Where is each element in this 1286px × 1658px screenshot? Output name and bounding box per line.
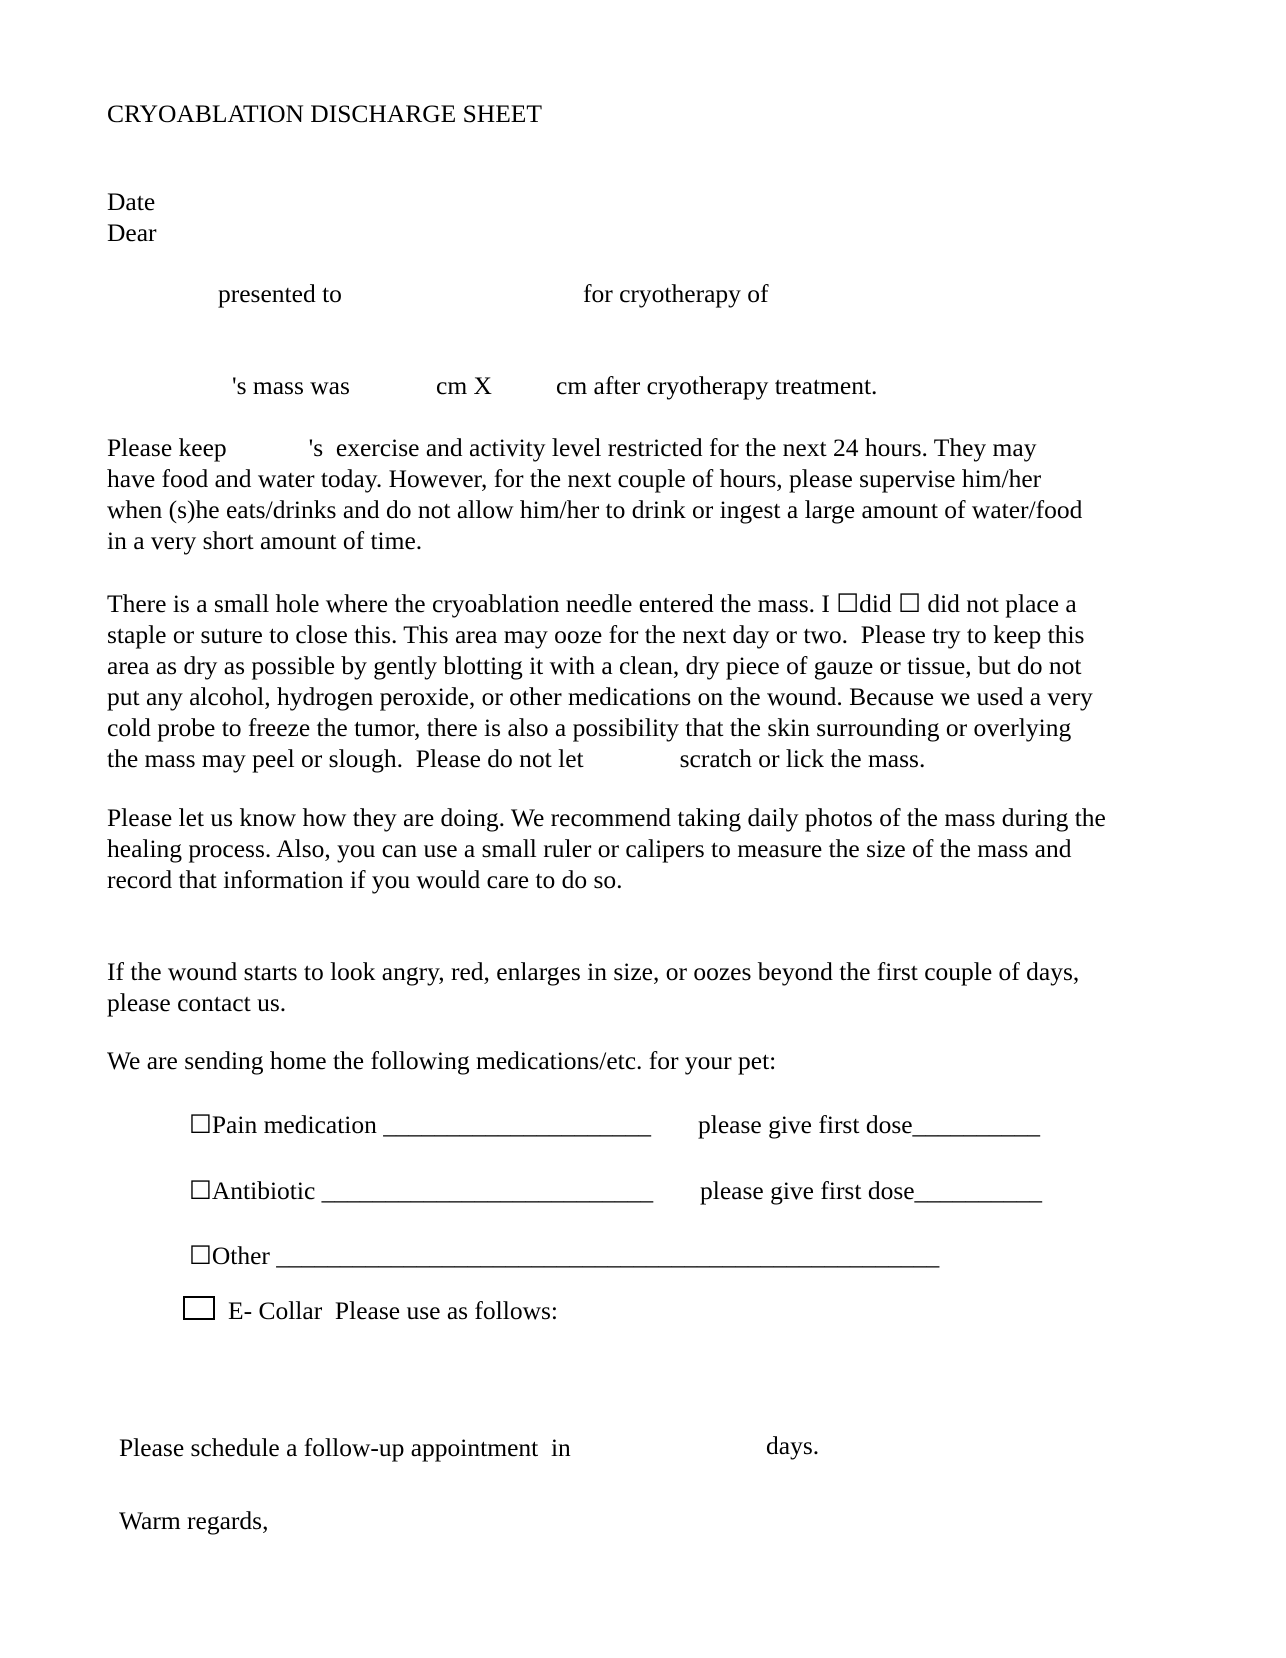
photos-line-1: Please let us know how they are doing. We recommend taking daily photos of the mass during the	[107, 803, 1106, 832]
antibiotic-first-dose: please give first dose__________	[700, 1176, 1043, 1205]
hole-line-1: There is a small hole where the cryoablation needle entered the mass. I ☐did ☐ did not place a	[107, 589, 1077, 618]
date-label: Date	[107, 187, 156, 216]
for-cryotherapy-label: for cryotherapy of	[583, 279, 769, 308]
wound-paragraph	[107, 956, 1227, 1018]
pain-first-dose: please give first dose__________	[698, 1110, 1041, 1139]
antibiotic-item[interactable]: ☐Antibiotic __________________________	[189, 1176, 654, 1205]
exercise-line-3: when (s)he eats/drinks and do not allow him/her to drink or ingest a large amount of water/food	[107, 495, 1083, 524]
wound-line-2: please contact us.	[107, 988, 287, 1017]
exercise-line-2: have food and water today. However, for the next couple of hours, please supervise him/her	[107, 464, 1042, 493]
photos-line-2: healing process. Also, you can use a small ruler or calipers to measure the size of the mass and	[107, 834, 1072, 863]
followup-label: Please schedule a follow-up appointment in	[119, 1433, 571, 1462]
hole-line-3: area as dry as possible by gently blotting it with a clean, dry piece of gauze or tissue, but do not	[107, 651, 1082, 680]
meds-intro: We are sending home the following medications/etc. for your pet:	[107, 1046, 777, 1075]
page-title: CRYOABLATION DISCHARGE SHEET	[107, 99, 542, 128]
hole-line-2: staple or suture to close this. This area may ooze for the next day or two. Please try to keep this	[107, 620, 1085, 649]
hole-line-4: put any alcohol, hydrogen peroxide, or other medications on the wound. Because we used a very	[107, 682, 1093, 711]
hole-line-5: cold probe to freeze the tumor, there is also a possibility that the skin surrounding or overlying	[107, 713, 1072, 742]
presented-to-label: presented to	[218, 279, 342, 308]
cm-x-label: cm X	[436, 371, 492, 400]
followup-days: days.	[766, 1431, 820, 1460]
pain-medication-item[interactable]: ☐Pain medication _____________________	[189, 1110, 651, 1139]
cm-after-label: cm after cryotherapy treatment.	[556, 371, 878, 400]
hole-line-6: the mass may peel or slough. Please do not let scratch or lick the mass.	[107, 744, 926, 773]
exercise-line-1: Please keep 's exercise and activity level restricted for the next 24 hours. They may	[107, 433, 1037, 462]
ecollar-checkbox[interactable]	[183, 1296, 215, 1320]
dear-label: Dear	[107, 218, 157, 247]
hole-paragraph	[107, 588, 1227, 774]
exercise-paragraph	[107, 432, 1227, 556]
photos-line-3: record that information if you would care to do so.	[107, 865, 623, 894]
other-item[interactable]: ☐Other ____________________________________________________	[189, 1241, 940, 1270]
closing: Warm regards,	[119, 1506, 269, 1535]
wound-line-1: If the wound starts to look angry, red, enlarges in size, or oozes beyond the first couple of days,	[107, 957, 1080, 986]
photos-paragraph	[107, 802, 1227, 895]
mass-was-label: 's mass was	[232, 371, 350, 400]
exercise-line-4: in a very short amount of time.	[107, 526, 423, 555]
ecollar-label: E- Collar Please use as follows:	[228, 1296, 559, 1325]
